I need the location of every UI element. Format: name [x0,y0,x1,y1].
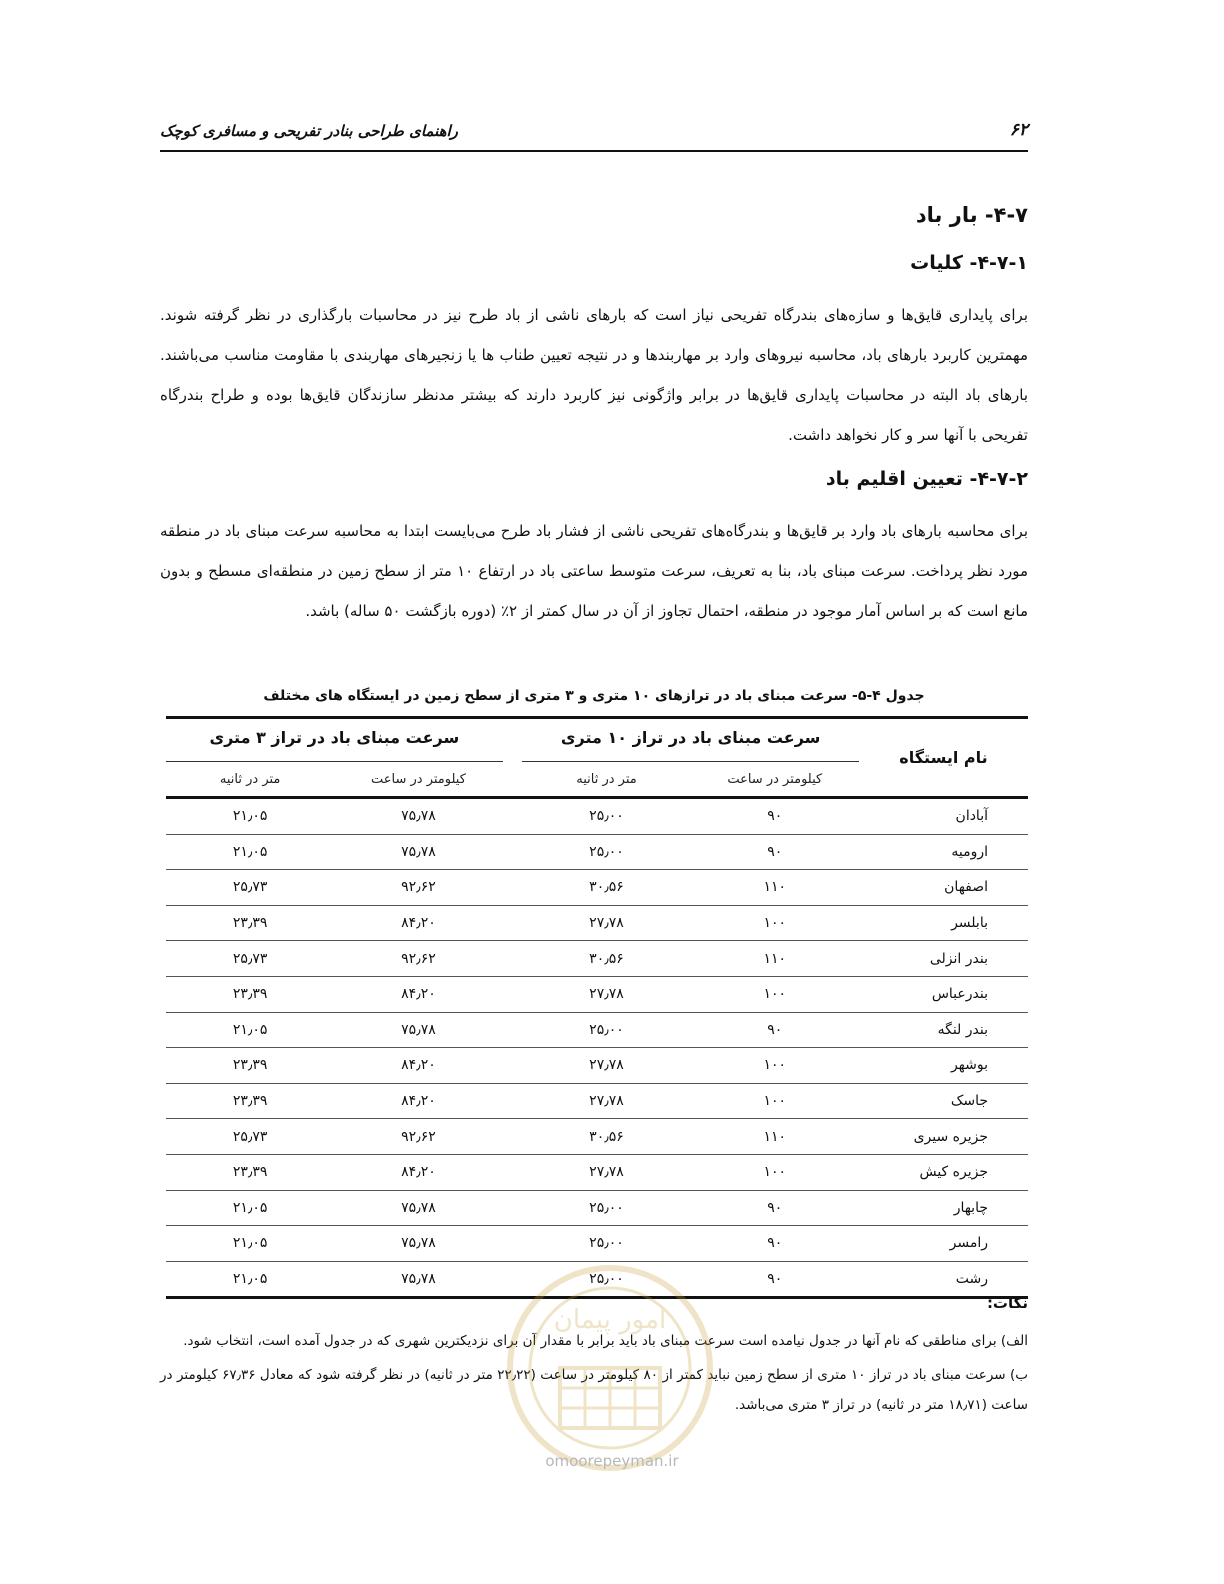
kmh-10m-cell: ۹۰ [691,1190,859,1226]
table-row [166,1226,1028,1262]
kmh-3m-cell: ۸۴٫۲۰ [334,1083,502,1119]
kmh-3m-cell: ۸۴٫۲۰ [334,1154,502,1190]
table-row [166,1012,1028,1048]
spacer-cell [503,1012,523,1048]
kmh-3m-cell: ۷۵٫۷۸ [334,1190,502,1226]
ms-10m-cell: ۲۷٫۷۸ [522,1048,690,1084]
watermark-site: omoorepeyman.ir [545,1452,679,1470]
station-cell: ارومیه [859,834,1028,870]
paragraph-general: برای پایداری قایق‌ها و سازه‌های بندرگاه تفریحی نیاز است که بارهای ناشی از باد طرح نیز در محاسبات بارگذاری در نظر گرفته شوند. مهمترین کاربرد بارهای باد، محاسبه نیروهای وارد بر مهاربندها و در نتیجه تعیین طناب ها یا زنجیرهای مهاربندی با مقاومت مناسب می‌باشند. بارهای باد البته در محاسبات پایداری قایق‌ها در برابر واژگونی نیز کاربرد دارند که بیشتر مدنظر سازندگان قایق‌ها بوده و طراح بندرگاه تفریحی با آنها سر و کار نخواهد داشت. [160,306,1028,444]
table-row [166,1119,1028,1155]
spacer-cell [503,905,523,941]
kmh-10m-cell: ۱۰۰ [691,976,859,1012]
ms-3m-cell: ۲۳٫۳۹ [166,1154,334,1190]
kmh-3m-cell: ۹۲٫۶۲ [334,941,502,977]
notes-title: نکات: [986,1294,1028,1312]
ms-3m-cell: ۲۱٫۰۵ [166,1261,334,1298]
section-heading: ۴-۷- بار باد [915,203,1028,227]
spacer-cell [503,834,523,870]
watermark-logo-text: امور پیمان [553,1305,667,1335]
ms-10m-cell: ۳۰٫۵۶ [522,1119,690,1155]
ms-3m-cell: ۲۳٫۳۹ [166,1083,334,1119]
table-row [166,798,1028,835]
ms-10m-cell: ۲۷٫۷۸ [522,1083,690,1119]
ms-10m-cell: ۳۰٫۵۶ [522,941,690,977]
unit-kmh-3m: کیلومتر در ساعت [371,771,466,787]
subsection-heading-general: ۴-۷-۱- کلیات [910,252,1028,274]
spacer-cell [503,1048,523,1084]
ms-10m-cell: ۲۷٫۷۸ [522,905,690,941]
spacer-cell [503,1154,523,1190]
table-row [166,834,1028,870]
note-a: الف) برای مناطقی که نام آنها در جدول نیامده است سرعت مبنای باد باید برابر با مقدار آن برای نزدیکترین شهری که در جدول آمده است، انتخاب شود. [183,1333,1028,1349]
kmh-3m-cell: ۷۵٫۷۸ [334,798,502,835]
station-column-header: نام ایستگاه [899,748,988,767]
ms-10m-cell: ۲۵٫۰۰ [522,834,690,870]
kmh-3m-cell: ۹۲٫۶۲ [334,870,502,906]
table-row [166,1190,1028,1226]
unit-spacer [503,762,523,798]
subsection-heading-wind-climate: ۴-۷-۲- تعیین اقلیم باد [825,468,1028,490]
book-title: راهنمای طراحی بنادر تفریحی و مسافری کوچک [160,122,458,140]
table-caption: جدول ۴-۵- سرعت مبنای باد در ترازهای ۱۰ متری و ۳ متری از سطح زمین در ایستگاه های مختلف [263,688,925,704]
kmh-3m-cell: ۹۲٫۶۲ [334,1119,502,1155]
unit-ms-3m: متر در ثانیه [219,771,281,787]
spacer-cell [503,1226,523,1262]
group-header-10m: سرعت مبنای باد در تراز ۱۰ متری [522,718,859,762]
station-cell: جزیره کیش [859,1154,1028,1190]
ms-10m-cell: ۲۵٫۰۰ [522,1012,690,1048]
table-row [166,905,1028,941]
table-body [166,798,1028,1298]
kmh-3m-cell: ۷۵٫۷۸ [334,834,502,870]
ms-3m-cell: ۲۳٫۳۹ [166,905,334,941]
ms-3m-cell: ۲۵٫۷۳ [166,1119,334,1155]
ms-10m-cell: ۲۵٫۰۰ [522,798,690,835]
kmh-10m-cell: ۹۰ [691,798,859,835]
ms-10m-cell: ۲۷٫۷۸ [522,1154,690,1190]
station-cell: اصفهان [859,870,1028,906]
station-cell: رامسر [859,1226,1028,1262]
ms-3m-cell: ۲۳٫۳۹ [166,976,334,1012]
kmh-3m-cell: ۸۴٫۲۰ [334,905,502,941]
ms-3m-cell: ۲۱٫۰۵ [166,1226,334,1262]
kmh-10m-cell: ۱۰۰ [691,1154,859,1190]
ms-10m-cell: ۳۰٫۵۶ [522,870,690,906]
table-row [166,941,1028,977]
kmh-3m-cell: ۷۵٫۷۸ [334,1226,502,1262]
paragraph-wind-climate: برای محاسبه بارهای باد وارد بر قایق‌ها و بندرگاه‌های تفریحی ناشی از فشار باد طرح می‌بایست ابتدا به محاسبه سرعت مبنای باد در منطقه مورد نظر پرداخت. سرعت مبنای باد، بنا به تعریف، سرعت متوسط ساعتی باد در ارتفاع ۱۰ متر از سطح زمین در منطقه‌ای مسطح و بدون مانع است که بر اساس آمار موجود در منطقه، احتمال تجاوز از آن در سال کمتر از ۲٪ (دوره بازگشت ۵۰ ساله) باشد. [160,522,1028,620]
station-cell: رشت [859,1261,1028,1298]
ms-3m-cell: ۲۵٫۷۳ [166,941,334,977]
kmh-10m-cell: ۱۰۰ [691,1048,859,1084]
spacer-cell [503,1083,523,1119]
kmh-10m-cell: ۱۰۰ [691,905,859,941]
note-b: ب) سرعت مبنای باد در تراز ۱۰ متری از سطح زمین نباید کمتر از ۸۰ کیلومتر در ساعت (۲۲٫۲۲ متر در ثانیه) در نظر گرفته شود که معادل ۶۷٫۳۶ کیلومتر در ساعت (۱۸٫۷۱ متر در ثانیه) در تراز ۳ متری می‌باشد. [160,1367,1029,1413]
station-cell: بندرعباس [859,976,1028,1012]
station-cell: بندر انزلی [859,941,1028,977]
spacer-cell [503,1119,523,1155]
spacer-cell [503,976,523,1012]
kmh-10m-cell: ۹۰ [691,834,859,870]
wind-speed-table [166,716,1028,1299]
page-header [160,118,1028,152]
kmh-10m-cell: ۱۱۰ [691,941,859,977]
kmh-10m-cell: ۱۰۰ [691,1083,859,1119]
ms-3m-cell: ۲۱٫۰۵ [166,834,334,870]
spacer-cell [503,941,523,977]
group-header-3m: سرعت مبنای باد در تراز ۳ متری [166,718,503,762]
kmh-3m-cell: ۸۴٫۲۰ [334,976,502,1012]
kmh-10m-cell: ۹۰ [691,1012,859,1048]
ms-3m-cell: ۲۳٫۳۹ [166,1048,334,1084]
kmh-10m-cell: ۹۰ [691,1226,859,1262]
unit-kmh-10m: کیلومتر در ساعت [727,771,823,787]
group-spacer [503,718,523,762]
page-number: ۶۲ [1009,120,1028,140]
ms-10m-cell: ۲۵٫۰۰ [522,1226,690,1262]
table-row [166,1048,1028,1084]
station-cell: جاسک [859,1083,1028,1119]
table-row [166,1083,1028,1119]
station-cell: بوشهر [859,1048,1028,1084]
kmh-3m-cell: ۷۵٫۷۸ [334,1012,502,1048]
station-cell: چابهار [859,1190,1028,1226]
ms-3m-cell: ۲۵٫۷۳ [166,870,334,906]
ms-10m-cell: ۲۵٫۰۰ [522,1190,690,1226]
table-row [166,976,1028,1012]
kmh-10m-cell: ۱۱۰ [691,1119,859,1155]
kmh-10m-cell: ۹۰ [691,1261,859,1298]
spacer-cell [503,870,523,906]
ms-10m-cell: ۲۷٫۷۸ [522,976,690,1012]
ms-3m-cell: ۲۱٫۰۵ [166,798,334,835]
unit-ms-10m: متر در ثانیه [576,771,637,787]
ms-3m-cell: ۲۱٫۰۵ [166,1190,334,1226]
ms-10m-cell: ۲۵٫۰۰ [522,1261,690,1298]
station-cell: بندر لنگه [859,1012,1028,1048]
kmh-10m-cell: ۱۱۰ [691,870,859,906]
ms-3m-cell: ۲۱٫۰۵ [166,1012,334,1048]
watermark-logo [500,1258,720,1478]
station-cell: بابلسر [859,905,1028,941]
kmh-3m-cell: ۷۵٫۷۸ [334,1261,502,1298]
station-cell: آبادان [859,798,1028,835]
spacer-cell [503,1190,523,1226]
table-row [166,1154,1028,1190]
spacer-cell [503,798,523,835]
kmh-3m-cell: ۸۴٫۲۰ [334,1048,502,1084]
station-cell: جزیره سیری [859,1119,1028,1155]
table-row [166,870,1028,906]
